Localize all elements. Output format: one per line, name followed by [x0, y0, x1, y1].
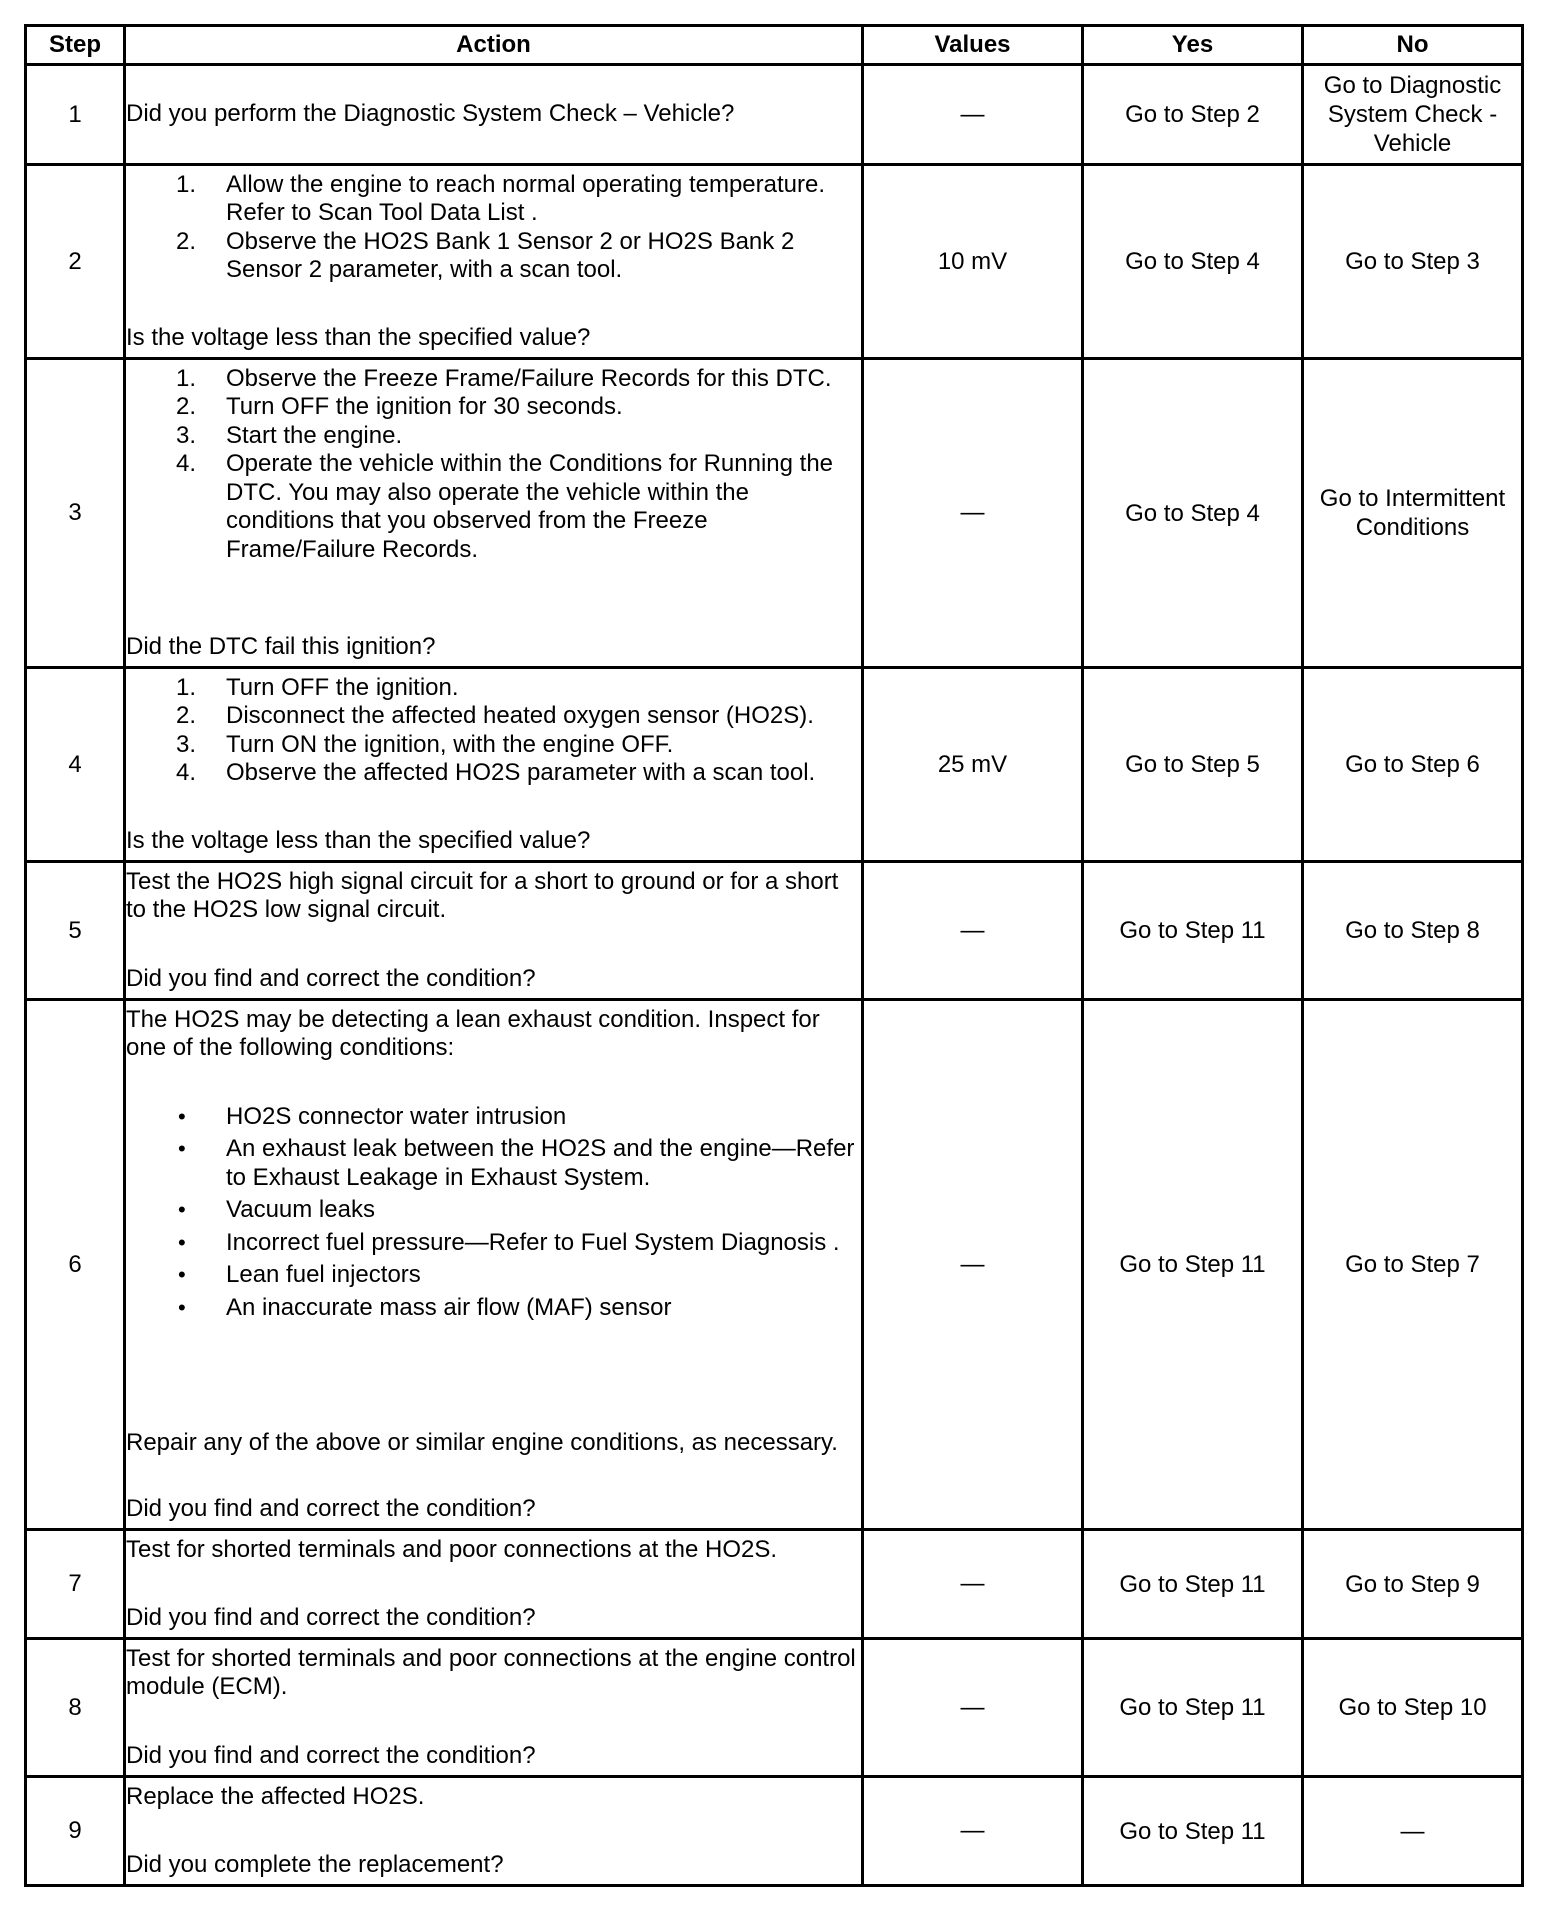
value-cell: — [863, 862, 1083, 1000]
action-intro: Replace the affected HO2S. [126, 1782, 425, 1810]
table-row [26, 1530, 1523, 1639]
list-item: • Vacuum leaks [178, 1196, 375, 1223]
header-row [26, 26, 1523, 65]
yes-cell: Go to Step 2 [1083, 65, 1303, 165]
action-cell [125, 165, 863, 359]
action-cell [125, 1000, 863, 1530]
action-question: Did you find and correct the condition? [126, 965, 536, 992]
action-steps [126, 674, 861, 788]
value-cell: 10 mV [863, 165, 1083, 359]
action-question: Did you find and correct the condition? [126, 1495, 536, 1522]
list-item: 2. Turn OFF the ignition for 30 seconds. [176, 393, 623, 420]
table-row [26, 165, 1523, 359]
no-cell: Go to Diagnostic System Check - Vehicle [1303, 65, 1523, 165]
value-cell: — [863, 359, 1083, 668]
action-cell [125, 65, 863, 165]
header-values: Values [863, 26, 1083, 65]
no-cell: Go to Step 10 [1303, 1639, 1523, 1777]
list-item: 3. Turn ON the ignition, with the engine OFF. [176, 730, 674, 758]
value-cell: — [863, 1000, 1083, 1530]
table-row [26, 862, 1523, 1000]
list-item: 4. Operate the vehicle within the Conditions for Running the DTC. You may also operate the vehicle within the conditions that you observed from the Freeze Frame/Failure Records. [176, 450, 834, 563]
value-cell: — [863, 65, 1083, 165]
list-item: • An inaccurate mass air flow (MAF) sensor [178, 1293, 672, 1321]
step-number: 3 [26, 359, 125, 668]
list-item: 3. Start the engine. [176, 421, 403, 449]
step-number: 6 [26, 1000, 125, 1530]
table-row [26, 668, 1523, 862]
list-item: 2. Observe the HO2S Bank 1 Sensor 2 or HO2S Bank 2 Sensor 2 parameter, with a scan tool. [176, 227, 795, 283]
action-question: Did the DTC fail this ignition? [126, 633, 436, 660]
list-item: 2. Disconnect the affected heated oxygen sensor (HO2S). [176, 702, 814, 729]
list-item: 1. Allow the engine to reach normal operating temperature. Refer to Scan Tool Data List . [176, 170, 826, 226]
step-number: 2 [26, 165, 125, 359]
action-intro: Test the HO2S high signal circuit for a short to ground or for a short to the HO2S low signal circuit. [126, 867, 839, 923]
no-cell: Go to Step 9 [1303, 1530, 1523, 1639]
action-intro: Did you perform the Diagnostic System Check – Vehicle? [126, 100, 735, 128]
step-number: 8 [26, 1639, 125, 1777]
step-number: 5 [26, 862, 125, 1000]
list-item: • Lean fuel injectors [178, 1261, 421, 1288]
action-steps [126, 365, 861, 565]
action-cell [125, 359, 863, 668]
table-row [26, 359, 1523, 668]
list-item: • Incorrect fuel pressure—Refer to Fuel System Diagnosis . [178, 1228, 840, 1256]
action-cell [125, 1777, 863, 1886]
step-number: 7 [26, 1530, 125, 1639]
action-intro: Test for shorted terminals and poor connections at the engine control module (ECM). [126, 1644, 856, 1700]
yes-cell: Go to Step 5 [1083, 668, 1303, 862]
value-cell: 25 mV [863, 668, 1083, 862]
action-question: Did you find and correct the condition? [126, 1742, 536, 1769]
list-item: 1. Turn OFF the ignition. [176, 673, 459, 701]
no-cell: Go to Step 8 [1303, 862, 1523, 1000]
action-question: Is the voltage less than the specified value? [126, 827, 591, 854]
yes-cell: Go to Step 11 [1083, 1530, 1303, 1639]
value-cell: — [863, 1530, 1083, 1639]
no-cell: — [1303, 1777, 1523, 1886]
value-cell: — [863, 1777, 1083, 1886]
yes-cell: Go to Step 4 [1083, 359, 1303, 668]
yes-cell: Go to Step 11 [1083, 1639, 1303, 1777]
header-yes: Yes [1083, 26, 1303, 65]
header-action: Action [125, 26, 863, 65]
yes-cell: Go to Step 11 [1083, 1777, 1303, 1886]
list-item: 4. Observe the affected HO2S parameter with a scan tool. [176, 759, 816, 786]
table-row [26, 65, 1523, 165]
action-intro: The HO2S may be detecting a lean exhaust condition. Inspect for one of the following conditions: [126, 1005, 820, 1061]
yes-cell: Go to Step 11 [1083, 862, 1303, 1000]
header-step: Step [26, 26, 125, 65]
no-cell: Go to Step 6 [1303, 668, 1523, 862]
action-question: Did you complete the replacement? [126, 1851, 504, 1878]
condition-list [126, 1103, 861, 1323]
action-outro: Repair any of the above or similar engine conditions, as necessary. [126, 1428, 838, 1456]
no-cell: Go to Step 3 [1303, 165, 1523, 359]
no-cell: Go to Step 7 [1303, 1000, 1523, 1530]
action-cell [125, 862, 863, 1000]
no-cell: Go to Intermittent Conditions [1303, 359, 1523, 668]
value-cell: — [863, 1639, 1083, 1777]
step-number: 9 [26, 1777, 125, 1886]
action-cell [125, 668, 863, 862]
table-row [26, 1777, 1523, 1886]
diagnostic-table [24, 24, 1524, 1887]
header-no: No [1303, 26, 1523, 65]
table-row [26, 1639, 1523, 1777]
list-item: • HO2S connector water intrusion [178, 1102, 567, 1130]
action-question: Did you find and correct the condition? [126, 1604, 536, 1631]
yes-cell: Go to Step 4 [1083, 165, 1303, 359]
action-question: Is the voltage less than the specified value? [126, 324, 591, 351]
action-intro: Test for shorted terminals and poor connections at the HO2S. [126, 1535, 778, 1563]
table-row [26, 1000, 1523, 1530]
list-item: 1. Observe the Freeze Frame/Failure Records for this DTC. [176, 364, 832, 392]
step-number: 4 [26, 668, 125, 862]
step-number: 1 [26, 65, 125, 165]
list-item: • An exhaust leak between the HO2S and the engine—Refer to Exhaust Leakage in Exhaust System. [178, 1135, 855, 1191]
action-cell [125, 1639, 863, 1777]
action-steps [126, 171, 861, 285]
action-cell [125, 1530, 863, 1639]
yes-cell: Go to Step 11 [1083, 1000, 1303, 1530]
